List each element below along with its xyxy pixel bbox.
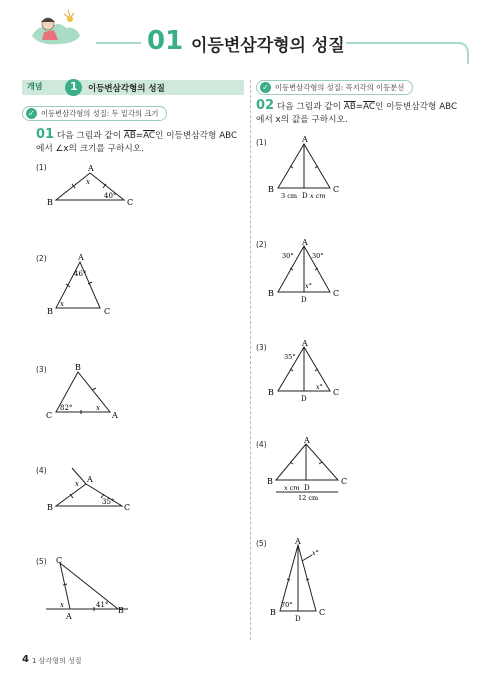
problem-label: (1) (36, 163, 47, 172)
concept-tag: 개념 (27, 82, 43, 91)
question-01: 01 다음 그림과 같이 $\overline{AB}=\overline{AC}$인 이등변삼각형 ABC 에서 ∠x의 크기를 구하시오. (36, 127, 238, 154)
svg-text:C: C (319, 608, 326, 617)
svg-text:30°: 30° (282, 252, 294, 260)
svg-text:B: B (47, 503, 53, 512)
svg-text:x: x (96, 404, 100, 412)
svg-text:C: C (333, 185, 340, 194)
triangle-figure-l3 (42, 360, 142, 422)
problem-label: (2) (256, 240, 267, 249)
svg-text:A: A (88, 164, 94, 173)
page-number: 4 (22, 654, 29, 665)
column-divider (250, 80, 251, 640)
svg-text:x°: x° (312, 549, 319, 557)
svg-text:D: D (301, 296, 307, 304)
svg-text:A: A (87, 475, 93, 484)
problem-label: (1) (256, 138, 267, 147)
svg-text:C: C (46, 411, 53, 420)
svg-text:x cm: x cm (310, 192, 326, 200)
svg-text:D: D (295, 615, 301, 623)
triangle-figure-l2 (42, 250, 142, 320)
triangle-figure-r1 (264, 134, 354, 202)
svg-text:A: A (302, 135, 308, 144)
svg-text:x°: x° (316, 383, 323, 391)
svg-text:A: A (295, 537, 301, 546)
question-02: 02 다음 그림과 같이 $\overline{AB}=\overline{AC}$인 이등변삼각형 ABC 에서 x의 값을 구하시오. (256, 98, 458, 125)
svg-text:x: x (86, 178, 90, 186)
mascot-illustration (28, 6, 86, 48)
svg-text:A: A (78, 253, 84, 262)
triangle-figure-l5 (42, 555, 152, 625)
problem-label: (4) (36, 466, 47, 475)
header-rule-right (346, 42, 462, 44)
section-title: 이등변삼각형의 성질 (191, 36, 345, 56)
triangle-figure-r3 (264, 339, 354, 403)
triangle-figure-l1 (42, 158, 142, 210)
check-icon: ✓ (26, 108, 37, 119)
header-rule-curve (458, 34, 472, 64)
svg-text:B: B (270, 608, 276, 617)
svg-text:30°: 30° (312, 252, 324, 260)
svg-text:A: A (112, 411, 118, 420)
chapter-name: 1 삼각형의 성질 (32, 657, 82, 665)
header-rule-left (96, 42, 141, 44)
svg-text:C: C (56, 556, 63, 565)
svg-text:82°: 82° (60, 404, 73, 412)
svg-text:B: B (268, 388, 274, 397)
svg-text:35°: 35° (102, 498, 115, 506)
check-icon: ✓ (260, 82, 271, 93)
svg-text:B: B (47, 198, 53, 207)
concept-title: 이등변삼각형의 성질 (88, 84, 165, 94)
svg-text:B: B (268, 185, 274, 194)
problem-label: (2) (36, 254, 47, 263)
svg-text:B: B (267, 477, 273, 486)
svg-text:70°: 70° (281, 601, 293, 609)
svg-text:41°: 41° (96, 601, 109, 609)
triangle-figure-r5 (264, 537, 354, 623)
svg-text:C: C (341, 477, 348, 486)
svg-text:D: D (304, 484, 310, 492)
svg-text:B: B (118, 606, 124, 615)
svg-text:B: B (268, 289, 274, 298)
svg-text:x°: x° (305, 282, 312, 290)
problem-label: (3) (36, 365, 47, 374)
problem-label: (3) (256, 343, 267, 352)
svg-text:D: D (302, 192, 308, 200)
svg-text:B: B (75, 363, 81, 372)
problem-label: (4) (256, 440, 267, 449)
svg-text:x: x (75, 480, 79, 488)
section-number: 01 (147, 26, 184, 56)
concept-bar (22, 80, 244, 95)
svg-text:A: A (302, 339, 308, 348)
svg-text:C: C (333, 388, 340, 397)
svg-text:12 cm: 12 cm (298, 494, 319, 502)
triangle-figure-r4 (264, 436, 364, 502)
svg-text:C: C (333, 289, 340, 298)
svg-text:A: A (66, 612, 72, 621)
triangle-figure-r2 (264, 238, 354, 304)
svg-text:40°: 40° (104, 192, 117, 200)
svg-text:C: C (124, 503, 131, 512)
svg-text:35°: 35° (284, 353, 296, 361)
svg-text:x: x (60, 300, 64, 308)
svg-text:46°: 46° (74, 270, 87, 278)
problem-label: (5) (36, 557, 47, 566)
svg-text:C: C (127, 198, 134, 207)
triangle-figure-l4 (42, 462, 142, 512)
svg-text:A: A (304, 436, 310, 445)
concept-number-badge: 1 (65, 79, 82, 96)
svg-text:x: x (60, 601, 64, 609)
topic-pill-right: ✓ 이등변삼각형의 성질: 꼭지각의 이등분선 (256, 80, 413, 95)
svg-text:3 cm: 3 cm (281, 192, 298, 200)
problem-label: (5) (256, 539, 267, 548)
svg-text:B: B (47, 307, 53, 316)
svg-text:C: C (104, 307, 111, 316)
topic-pill-left: ✓ 이등변삼각형의 성질: 두 밑각의 크기 (22, 106, 167, 121)
svg-text:D: D (301, 395, 307, 403)
svg-text:A: A (302, 238, 308, 247)
svg-text:x cm: x cm (284, 484, 300, 492)
